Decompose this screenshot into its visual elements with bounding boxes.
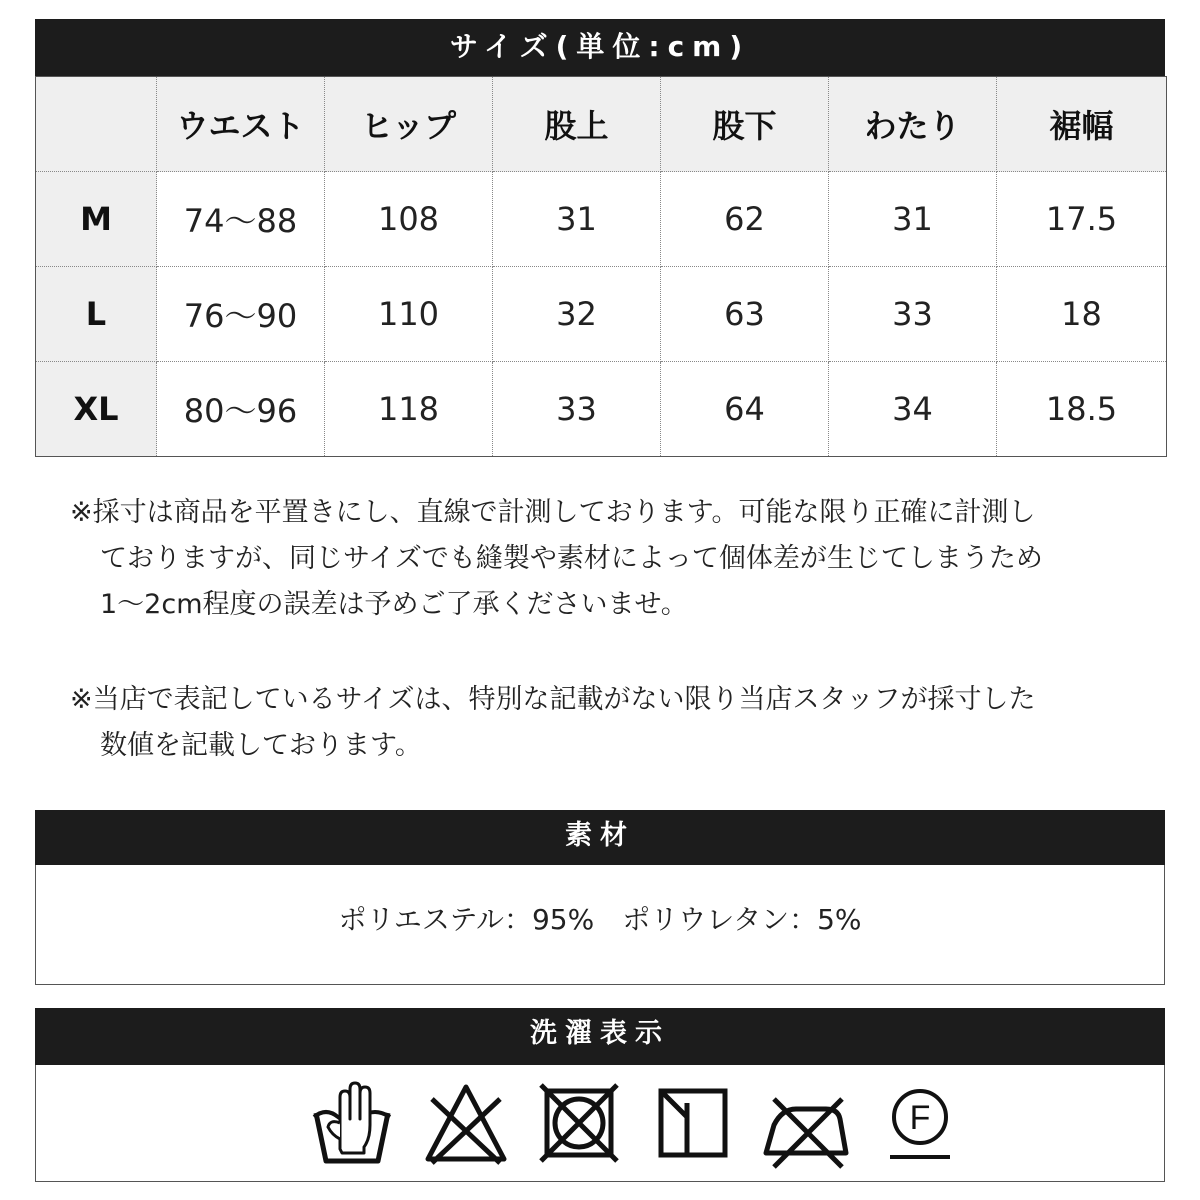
note-line: 数値を記載しております。: [100, 730, 422, 761]
size-table: [35, 76, 1167, 457]
material-box: [35, 865, 1165, 985]
cell-hem-width: 18.5: [997, 362, 1167, 457]
cell-rise: 33: [493, 362, 661, 457]
material-composition: ポリエステル：95% ポリウレタン：5%: [338, 903, 862, 936]
cell-rise: 32: [493, 267, 661, 362]
table-row: [36, 362, 1167, 457]
cell-thigh: 31: [829, 172, 997, 267]
column-header-inseam: 股下: [661, 77, 829, 172]
column-header-thigh: わたり: [829, 77, 997, 172]
table-row: [36, 267, 1167, 362]
no-bleach-icon: [420, 1079, 512, 1169]
hand-wash-icon: [306, 1079, 398, 1169]
cell-waist: 74〜88: [157, 172, 325, 267]
dry-clean-f-icon: [874, 1079, 966, 1169]
cell-waist: 80〜96: [157, 362, 325, 457]
column-header-hip: ヒップ: [325, 77, 493, 172]
cell-hem-width: 17.5: [997, 172, 1167, 267]
no-tumble-dry-icon: [533, 1079, 625, 1169]
cell-hip: 118: [325, 362, 493, 457]
care-section-title: 洗濯表示: [35, 1008, 1165, 1065]
size-label: L: [36, 267, 157, 362]
size-table-corner: [36, 77, 157, 172]
cell-inseam: 62: [661, 172, 829, 267]
size-section-title: サイズ(単位:cm): [35, 19, 1165, 76]
dry-clean-letter: F: [909, 1099, 931, 1137]
size-notation-note: [70, 677, 1150, 769]
measurement-note: [70, 490, 1150, 628]
cell-inseam: 63: [661, 267, 829, 362]
cell-inseam: 64: [661, 362, 829, 457]
column-header-rise: 股上: [493, 77, 661, 172]
cell-rise: 31: [493, 172, 661, 267]
care-icons-row: [306, 1079, 966, 1169]
table-row: [36, 172, 1167, 267]
size-label: XL: [36, 362, 157, 457]
cell-waist: 76〜90: [157, 267, 325, 362]
cell-hip: 108: [325, 172, 493, 267]
cell-hem-width: 18: [997, 267, 1167, 362]
care-box: [35, 1065, 1165, 1182]
column-header-hem-width: 裾幅: [997, 77, 1167, 172]
no-iron-icon: [760, 1079, 852, 1169]
size-label: M: [36, 172, 157, 267]
cell-thigh: 33: [829, 267, 997, 362]
material-section-title: 素材: [35, 810, 1165, 865]
note-line: 1〜2cm程度の誤差は予めご了承くださいませ。: [100, 589, 688, 620]
note-line: ※当店で表記しているサイズは、特別な記載がない限り当店スタッフが採寸した: [70, 684, 1036, 715]
cell-thigh: 34: [829, 362, 997, 457]
note-line: ※採寸は商品を平置きにし、直線で計測しております。可能な限り正確に計測し: [70, 497, 1036, 528]
size-table-header-row: [36, 77, 1167, 172]
cell-hip: 110: [325, 267, 493, 362]
note-line: ておりますが、同じサイズでも縫製や素材によって個体差が生じてしまうため: [100, 543, 1043, 574]
column-header-waist: ウエスト: [157, 77, 325, 172]
line-dry-shade-icon: [647, 1079, 739, 1169]
